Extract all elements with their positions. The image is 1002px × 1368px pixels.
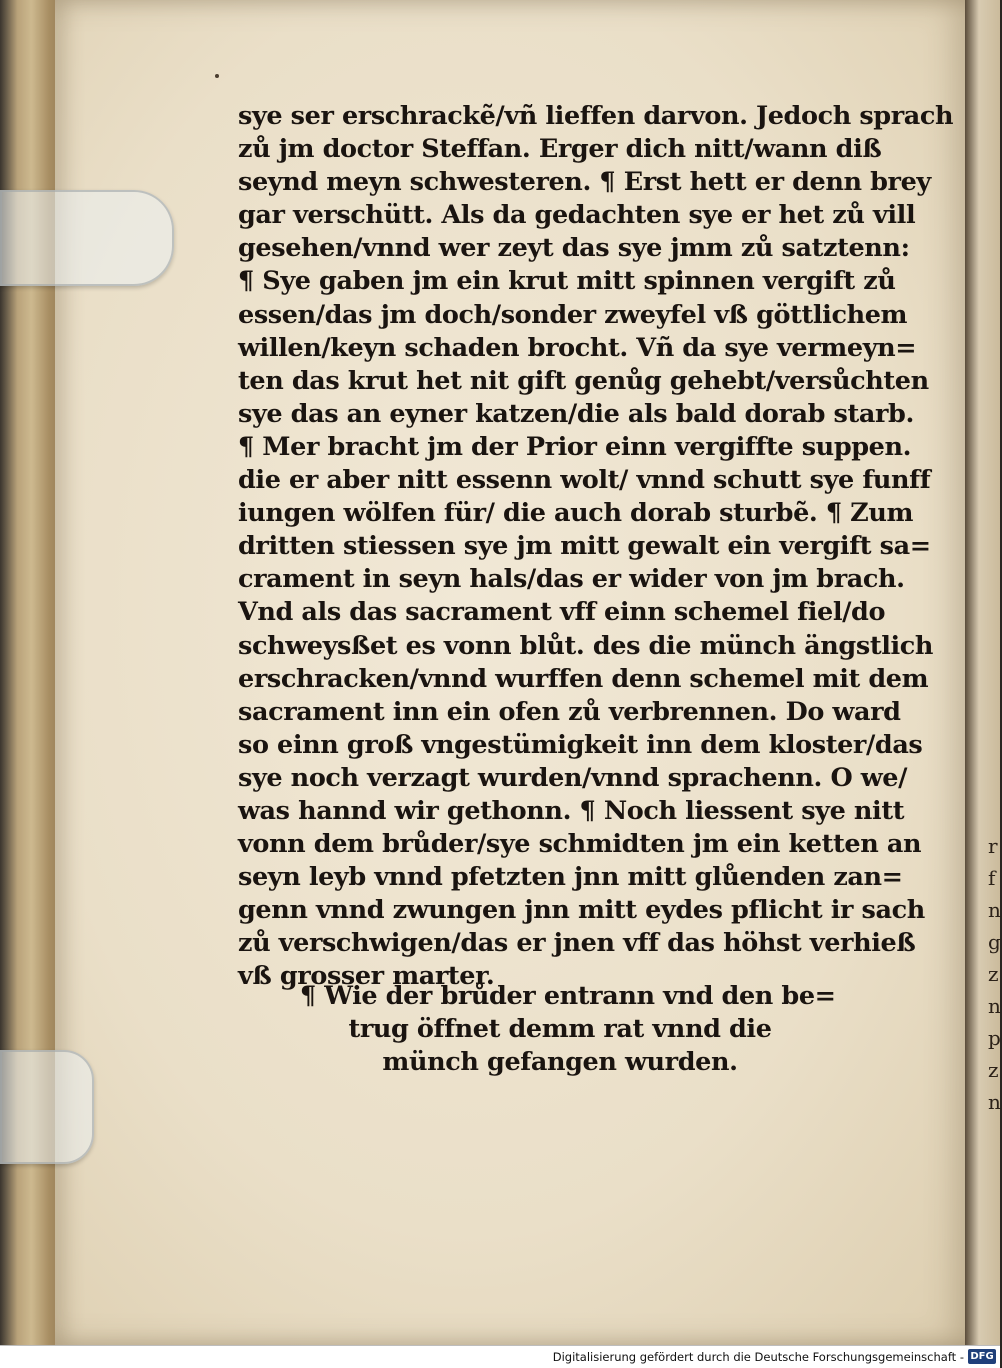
text-line: vß grosser marter. (238, 961, 495, 992)
text-line: seyn leyb vnnd pfetzten jnn mitt glůenden zan= (238, 862, 903, 893)
heading-line: trug öffnet demm rat vnnd die (348, 1014, 772, 1045)
text-line: was hannd wir gethonn. ¶ Noch liessent sye nitt (238, 795, 905, 826)
facing-page-edge (965, 0, 1000, 1345)
text-line: zů verschwigen/das er jnen vff das höhst verhieß (238, 928, 916, 959)
text-line: Vnd als das sacrament vff einn schemel fiel/do (238, 597, 886, 628)
text-line: gesehen/vnnd wer zeyt das sye jmm zů satztenn: (238, 233, 910, 264)
heading-line: ¶ Wie der brůder entrann vnd den be= (300, 981, 836, 1011)
text-line: zů jm doctor Steffan. Erger dich nitt/wann diß (238, 134, 882, 165)
text-line: gar verschütt. Als da gedachten sye er het zů vill (238, 200, 916, 231)
text-line: sye das an eyner katzen/die als bald dorab starb. (238, 398, 914, 429)
ink-mark (215, 74, 219, 78)
text-line: so einn groß vngestümigkeit inn dem kloster/das (238, 729, 923, 760)
funding-credit: Digitalisierung gefördert durch die Deutsche Forschungsgemeinschaft - (552, 1350, 964, 1364)
text-line: ¶ Mer bracht jm der Prior einn vergiffte suppen. (238, 431, 912, 462)
footer-bar (0, 1345, 1000, 1368)
text-line: sacrament inn ein ofen zů verbrennen. Do ward (238, 696, 901, 727)
text-line: sye noch verzagt wurden/vnnd sprachenn. O we/ (238, 762, 908, 793)
text-line: erschracken/vnnd wurffen denn schemel mit dem (238, 663, 929, 694)
page-clip-bottom (0, 1050, 94, 1164)
text-line: sye ser erschrackẽ/vñ lieffen darvon. Jedoch sprach (238, 101, 954, 131)
text-line: crament in seyn hals/das er wider von jm brach. (238, 564, 905, 595)
text-line: vonn dem brůder/sye schmidten jm ein ketten an (238, 829, 922, 860)
text-line: ¶ Sye gaben jm ein krut mitt spinnen vergift zů (238, 266, 896, 297)
text-line: genn vnnd zwungen jnn mitt eydes pflicht ir sach (238, 895, 925, 926)
facing-page-fragment: r f n g z n p z n (988, 834, 1001, 1114)
page-clip-top (0, 190, 174, 286)
chapter-heading (300, 980, 836, 1079)
text-line: seynd meyn schwesteren. ¶ Erst hett er denn brey (238, 167, 931, 198)
heading-line: münch gefangen wurden. (382, 1047, 738, 1078)
text-line: die er aber nitt essenn wolt/ vnnd schutt sye funff (238, 465, 931, 496)
text-line: schweysßet es vonn blůt. des die münch ängstlich (238, 630, 934, 661)
text-line: ten das krut het nit gift genůg gehebt/versůchten (238, 365, 929, 396)
text-line: essen/das jm doch/sonder zweyfel vß göttlichem (238, 299, 908, 330)
text-line: dritten stiessen sye jm mitt gewalt ein vergift sa= (238, 531, 931, 562)
text-line: iungen wölfen für/ die auch dorab sturbẽ. ¶ Zum (238, 498, 914, 529)
body-text (238, 100, 954, 994)
dfg-logo: DFG (968, 1349, 996, 1364)
text-line: willen/keyn schaden brocht. Vñ da sye vermeyn= (238, 332, 917, 363)
